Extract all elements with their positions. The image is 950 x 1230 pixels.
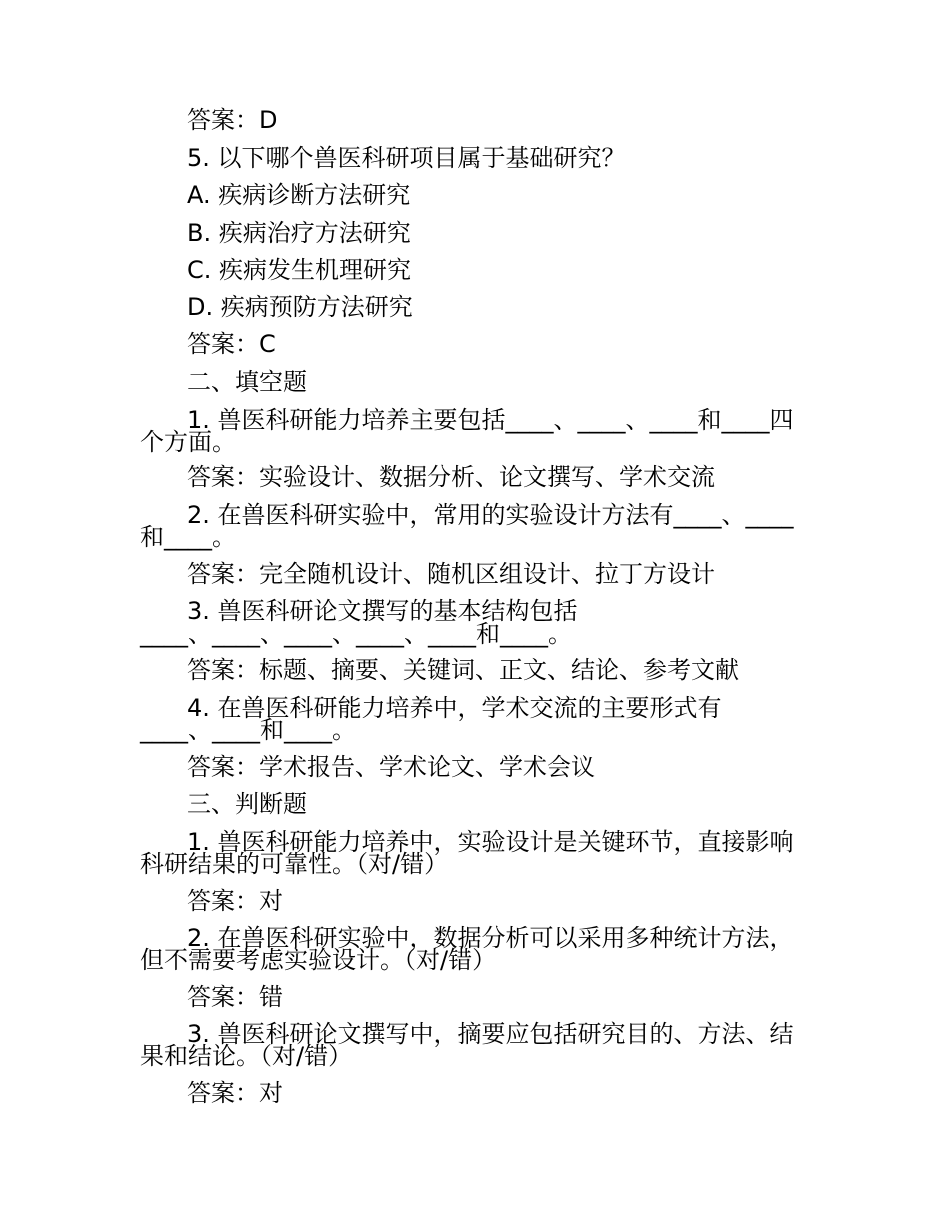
answer-line: 答案：完全随机设计、随机区组设计、拉丁方设计 xyxy=(187,560,715,588)
judge-question-2-cont: 但不需要考虑实验设计。（对/错） xyxy=(140,946,497,974)
fill-question-2-cont: 和____。 xyxy=(140,523,236,551)
section-heading: 三、判断题 xyxy=(187,790,307,818)
fill-question-4: 4. 在兽医科研能力培养中，学术交流的主要形式有 xyxy=(187,694,722,722)
answer-line: 答案：C xyxy=(187,330,276,358)
answer-line: 答案：错 xyxy=(187,983,283,1011)
option-d: D. 疾病预防方法研究 xyxy=(187,293,413,321)
fill-question-1: 1. 兽医科研能力培养主要包括____、____、____和____四 xyxy=(187,406,794,434)
option-b: B. 疾病治疗方法研究 xyxy=(187,219,411,247)
fill-question-3: 3. 兽医科研论文撰写的基本结构包括 xyxy=(187,597,578,625)
answer-line: 答案：实验设计、数据分析、论文撰写、学术交流 xyxy=(187,463,715,491)
option-a: A. 疾病诊断方法研究 xyxy=(187,181,411,209)
answer-line: 答案：标题、摘要、关键词、正文、结论、参考文献 xyxy=(187,656,739,684)
section-heading: 二、填空题 xyxy=(187,368,307,396)
judge-question-3-cont: 果和结论。（对/错） xyxy=(140,1042,353,1070)
judge-question-3: 3. 兽医科研论文撰写中，摘要应包括研究目的、方法、结 xyxy=(187,1020,794,1048)
fill-question-4-cont: ____、____和____。 xyxy=(140,716,356,744)
option-c: C. 疾病发生机理研究 xyxy=(187,256,412,284)
answer-line: 答案：对 xyxy=(187,887,283,915)
answer-line: 答案：学术报告、学术论文、学术会议 xyxy=(187,753,595,781)
judge-question-1-cont: 科研结果的可靠性。（对/错） xyxy=(140,850,449,878)
fill-question-2: 2. 在兽医科研实验中，常用的实验设计方法有____、____ xyxy=(187,501,794,529)
answer-line: 答案：D xyxy=(187,106,278,134)
judge-question-2: 2. 在兽医科研实验中，数据分析可以采用多种统计方法， xyxy=(187,924,794,952)
fill-question-1-cont: 个方面。 xyxy=(140,428,236,456)
question-5: 5. 以下哪个兽医科研项目属于基础研究？ xyxy=(187,144,626,172)
fill-question-3-cont: ____、____、____、____、____和____。 xyxy=(140,620,572,648)
judge-question-1: 1. 兽医科研能力培养中，实验设计是关键环节，直接影响 xyxy=(187,828,794,856)
answer-line: 答案：对 xyxy=(187,1079,283,1107)
